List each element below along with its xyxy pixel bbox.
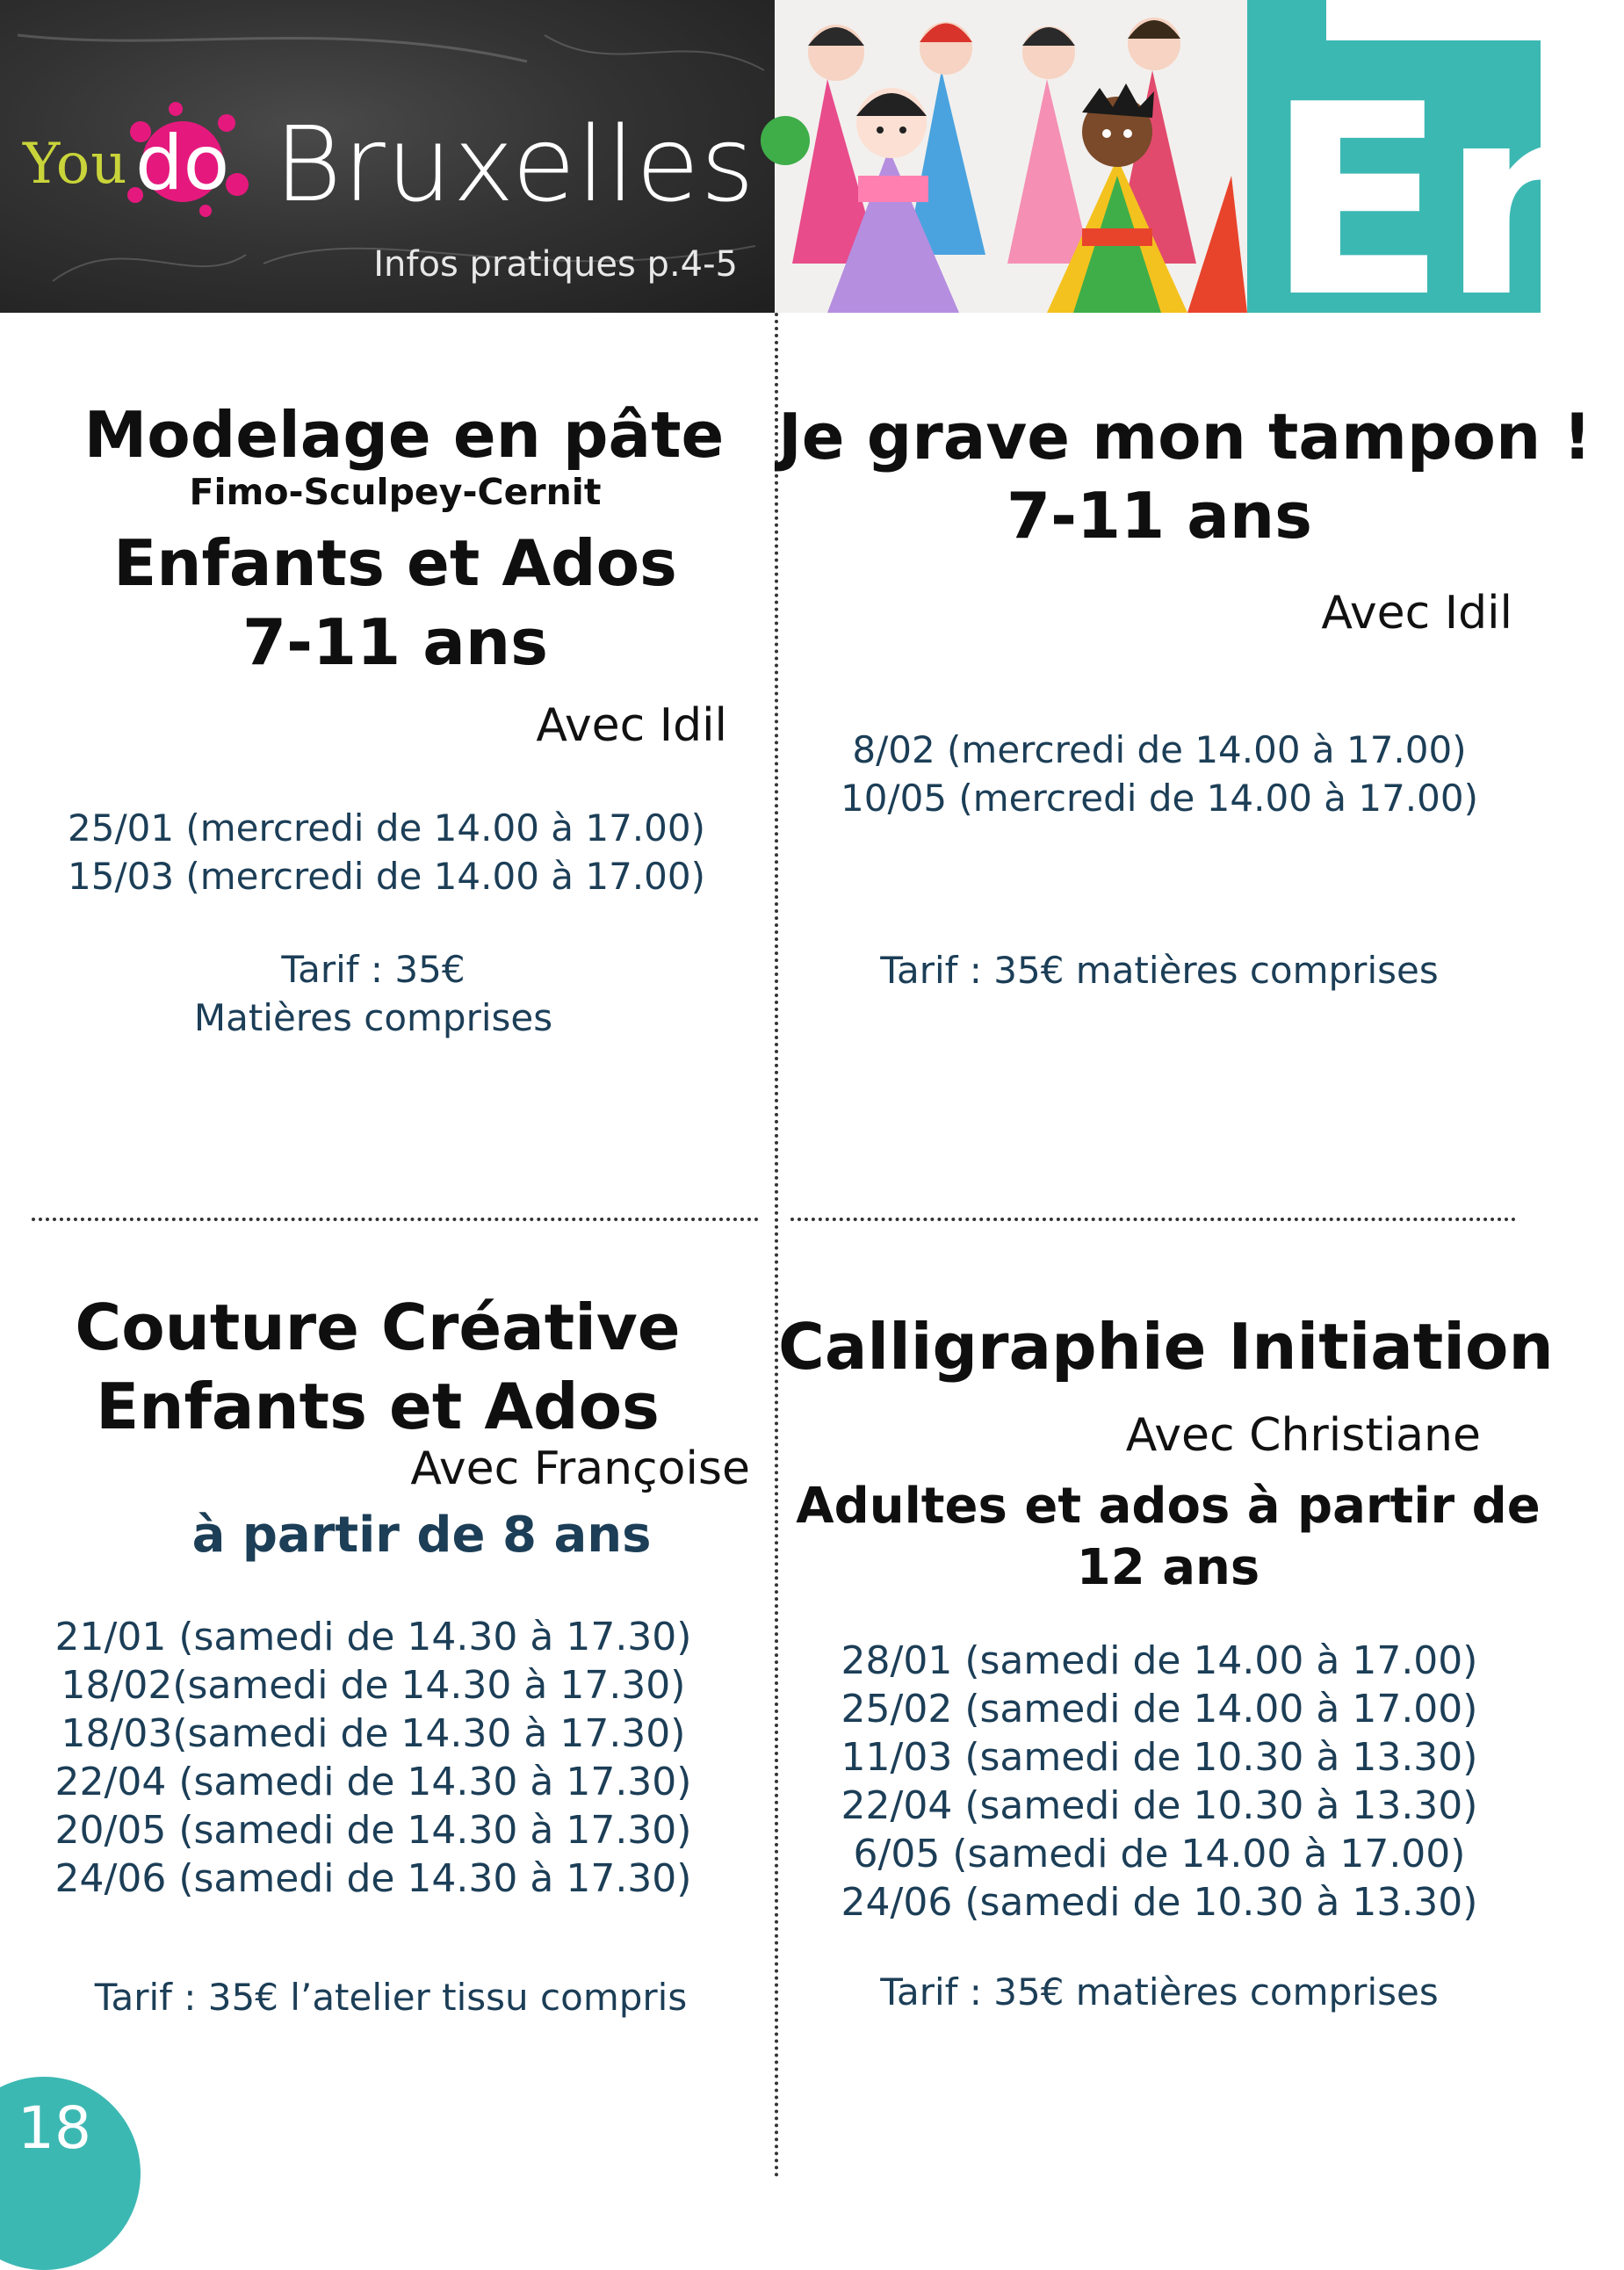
date-item: 20/05 (samedi de 14.30 à 17.30) (54, 1808, 692, 1853)
date-item: 22/04 (samedi de 10.30 à 13.30) (841, 1783, 1478, 1828)
logo-you: You (23, 132, 128, 197)
workshop-dates (18, 1613, 729, 1903)
workshop-price (0, 945, 747, 1042)
workshop-subtitle: Fimo-Sculpey-Cernit (189, 471, 602, 513)
date-item: 6/05 (samedi de 14.00 à 17.00) (853, 1832, 1466, 1876)
workshop-price (808, 946, 1511, 994)
date-item: 11/03 (samedi de 10.30 à 13.30) (841, 1735, 1478, 1780)
date-item: 10/05 (mercredi de 14.00 à 17.00) (841, 777, 1478, 820)
horizontal-divider-right (790, 1218, 1516, 1221)
workshop-dates (808, 726, 1511, 822)
date-item: 28/01 (samedi de 14.00 à 17.00) (841, 1638, 1478, 1683)
workshop-title: Modelage en pâte (83, 398, 725, 472)
badge-top-strip-accent (1247, 0, 1326, 40)
date-item: 25/02 (samedi de 14.00 à 17.00) (841, 1687, 1478, 1731)
workshop-teacher: Avec Idil (536, 699, 727, 752)
workshop-dates (808, 1637, 1511, 1927)
language-badge (1247, 0, 1624, 355)
date-item: 22/04 (samedi de 14.30 à 17.30) (54, 1760, 692, 1804)
workshop-age: 7-11 ans (242, 605, 548, 679)
workshop-dates (35, 804, 738, 900)
infos-pratiques-reference: Infos pratiques p.4-5 (373, 244, 738, 285)
workshop-title: Je grave mon tampon ! (778, 400, 1592, 474)
date-item: 25/01 (mercredi de 14.00 à 17.00) (68, 806, 705, 849)
workshop-teacher: Avec Françoise (410, 1442, 750, 1495)
clay-dolls-photo (775, 0, 1247, 313)
dolls-illustration (775, 0, 1247, 313)
date-item: 24/06 (samedi de 14.30 à 17.30) (54, 1856, 692, 1901)
workshop-teacher: Avec Christiane (1125, 1409, 1481, 1462)
workshop-audience: Adultes et ados à partir de (796, 1478, 1541, 1535)
brand-banner (0, 0, 775, 313)
city-name: Bruxelles (274, 104, 756, 225)
price-line: Matières comprises (193, 996, 553, 1039)
workshop-teacher: Avec Idil (1321, 587, 1512, 640)
date-item: 15/03 (mercredi de 14.00 à 17.00) (68, 855, 705, 898)
page-header (0, 0, 1624, 355)
workshop-audience: Enfants et Ados (96, 1370, 660, 1443)
language-letters: En (1267, 48, 1624, 355)
price-line: Tarif : 35€ l’atelier tissu compris (94, 1976, 688, 2019)
date-item: 18/03(samedi de 14.30 à 17.30) (61, 1711, 686, 1756)
horizontal-divider-left (32, 1218, 759, 1221)
workshop-age: 12 ans (1076, 1539, 1260, 1596)
price-line: Tarif : 35€ (281, 948, 466, 991)
price-line: Tarif : 35€ matières comprises (880, 949, 1439, 992)
workshop-title: Couture Créative (75, 1290, 681, 1364)
date-item: 18/02(samedi de 14.30 à 17.30) (61, 1663, 686, 1708)
workshop-price (808, 1968, 1511, 2016)
price-line: Tarif : 35€ matières comprises (880, 1970, 1439, 2013)
vertical-divider (775, 313, 778, 2179)
date-item: 8/02 (mercredi de 14.00 à 17.00) (852, 728, 1467, 771)
workshop-age: 7-11 ans (1007, 479, 1312, 553)
page-number: 18 (18, 2094, 91, 2162)
date-item: 24/06 (samedi de 10.30 à 13.30) (841, 1880, 1478, 1925)
workshop-audience: Enfants et Ados (113, 526, 677, 600)
workshop-age: à partir de 8 ans (191, 1507, 652, 1564)
logo-do: do (135, 119, 230, 207)
workshop-title: Calligraphie Initiation (778, 1310, 1554, 1384)
workshop-price (18, 1973, 764, 2021)
date-item: 21/01 (samedi de 14.30 à 17.30) (54, 1615, 692, 1659)
